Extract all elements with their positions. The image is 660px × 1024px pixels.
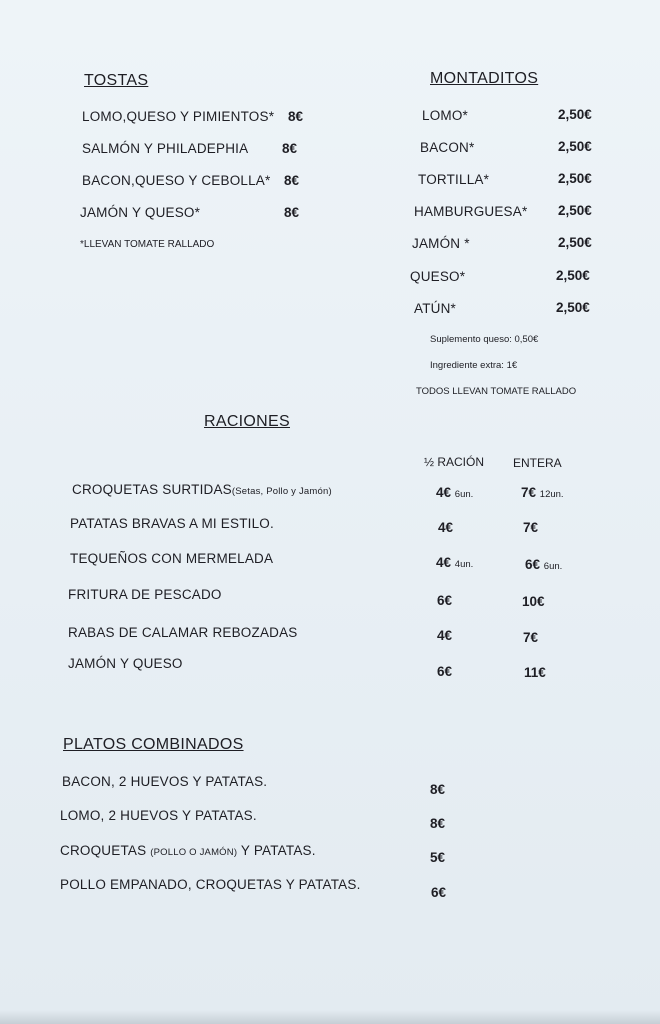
raciones-full-price: 7€ [523, 520, 539, 535]
platos-item-name: CROQUETAS [60, 843, 151, 858]
montaditos-item-name: HAMBURGUESA* [414, 204, 528, 219]
raciones-half-price: 6€ [437, 664, 453, 679]
montaditos-item-price: 2,50€ [558, 171, 592, 186]
raciones-full-price: 11€ [524, 665, 546, 680]
raciones-item-name: FRITURA DE PESCADO [68, 587, 222, 602]
full-count: 6un. [543, 561, 563, 572]
platos-item-price: 8€ [430, 782, 446, 797]
tostas-item-price: 8€ [284, 205, 300, 220]
raciones-item-name: JAMÓN Y QUESO [68, 656, 183, 671]
montaditos-item-price: 2,50€ [558, 139, 592, 154]
tostas-item-name: SALMÓN Y PHILADEPHIA [82, 141, 249, 156]
tostas-item-price: 8€ [282, 141, 298, 156]
platos-item-name: POLLO EMPANADO, CROQUETAS Y PATATAS. [60, 877, 361, 892]
raciones-half-price [436, 485, 473, 500]
full-price-value: 7€ [521, 485, 537, 500]
montaditos-item-price: 2,50€ [556, 300, 590, 315]
raciones-item-name: TEQUEÑOS CON MERMELADA [70, 551, 274, 566]
raciones-half-price [436, 555, 473, 570]
montaditos-item-price: 2,50€ [558, 107, 592, 122]
montaditos-extra: Ingrediente extra: 1€ [430, 360, 518, 371]
tostas-item-price: 8€ [288, 109, 304, 124]
raciones-full-price [525, 557, 562, 572]
tostas-item-name: JAMÓN Y QUESO* [80, 205, 201, 220]
montaditos-item-name: LOMO* [422, 108, 469, 123]
half-price-value: 4€ [436, 555, 452, 570]
montaditos-item-price: 2,50€ [556, 268, 590, 283]
tostas-item-price: 8€ [284, 173, 300, 188]
platos-item-detail: (POLLO O JAMÓN) [150, 847, 238, 858]
montaditos-note: TODOS LLEVAN TOMATE RALLADO [416, 386, 577, 397]
half-count: 6un. [454, 489, 474, 500]
raciones-item-detail: (Setas, Pollo y Jamón) [231, 486, 332, 497]
montaditos-item-name: JAMÓN * [412, 236, 470, 251]
platos-item-name: LOMO, 2 HUEVOS Y PATATAS. [60, 808, 257, 823]
platos-item-price: 5€ [430, 850, 446, 865]
montaditos-item-price: 2,50€ [558, 203, 592, 218]
tostas-heading: TOSTAS [84, 72, 149, 89]
montaditos-heading: MONTADITOS [430, 70, 539, 87]
raciones-item-name: CROQUETAS SURTIDAS [72, 482, 232, 497]
platos-item-name-suffix: Y PATATAS. [237, 843, 316, 858]
raciones-full-price: 7€ [523, 630, 539, 645]
tostas-item-name: LOMO,QUESO Y PIMIENTOS* [82, 109, 275, 124]
montaditos-item-price: 2,50€ [558, 235, 592, 250]
tostas-note: *LLEVAN TOMATE RALLADO [80, 239, 215, 250]
raciones-full-price: 10€ [522, 594, 545, 609]
full-price-value: 6€ [525, 557, 541, 572]
platos-heading: PLATOS COMBINADOS [63, 736, 244, 753]
raciones-item [72, 482, 332, 497]
raciones-half-price: 4€ [438, 520, 454, 535]
col-full-ration: ENTERA [513, 456, 562, 470]
raciones-half-price: 4€ [437, 628, 453, 643]
full-count: 12un. [539, 489, 564, 500]
raciones-half-price: 6€ [437, 593, 453, 608]
montaditos-item-name: ATÚN* [414, 301, 457, 316]
raciones-item-name: RABAS DE CALAMAR REBOZADAS [68, 625, 298, 640]
platos-item [60, 843, 316, 858]
platos-item-name: BACON, 2 HUEVOS Y PATATAS. [62, 774, 268, 789]
half-count: 4un. [454, 559, 474, 570]
montaditos-item-name: BACON* [420, 140, 475, 155]
col-half-ration: ½ RACIÓN [424, 455, 485, 469]
platos-item-price: 6€ [431, 885, 447, 900]
montaditos-item-name: QUESO* [410, 269, 466, 284]
montaditos-item-name: TORTILLA* [418, 172, 490, 187]
raciones-item-name: PATATAS BRAVAS A MI ESTILO. [70, 516, 274, 531]
raciones-heading: RACIONES [204, 413, 290, 430]
half-price-value: 4€ [436, 485, 452, 500]
platos-item-price: 8€ [430, 816, 446, 831]
montaditos-supplement: Suplemento queso: 0,50€ [430, 334, 539, 345]
raciones-full-price [521, 485, 564, 500]
tostas-item-name: BACON,QUESO Y CEBOLLA* [82, 173, 271, 188]
page-bottom-edge [0, 1010, 660, 1024]
